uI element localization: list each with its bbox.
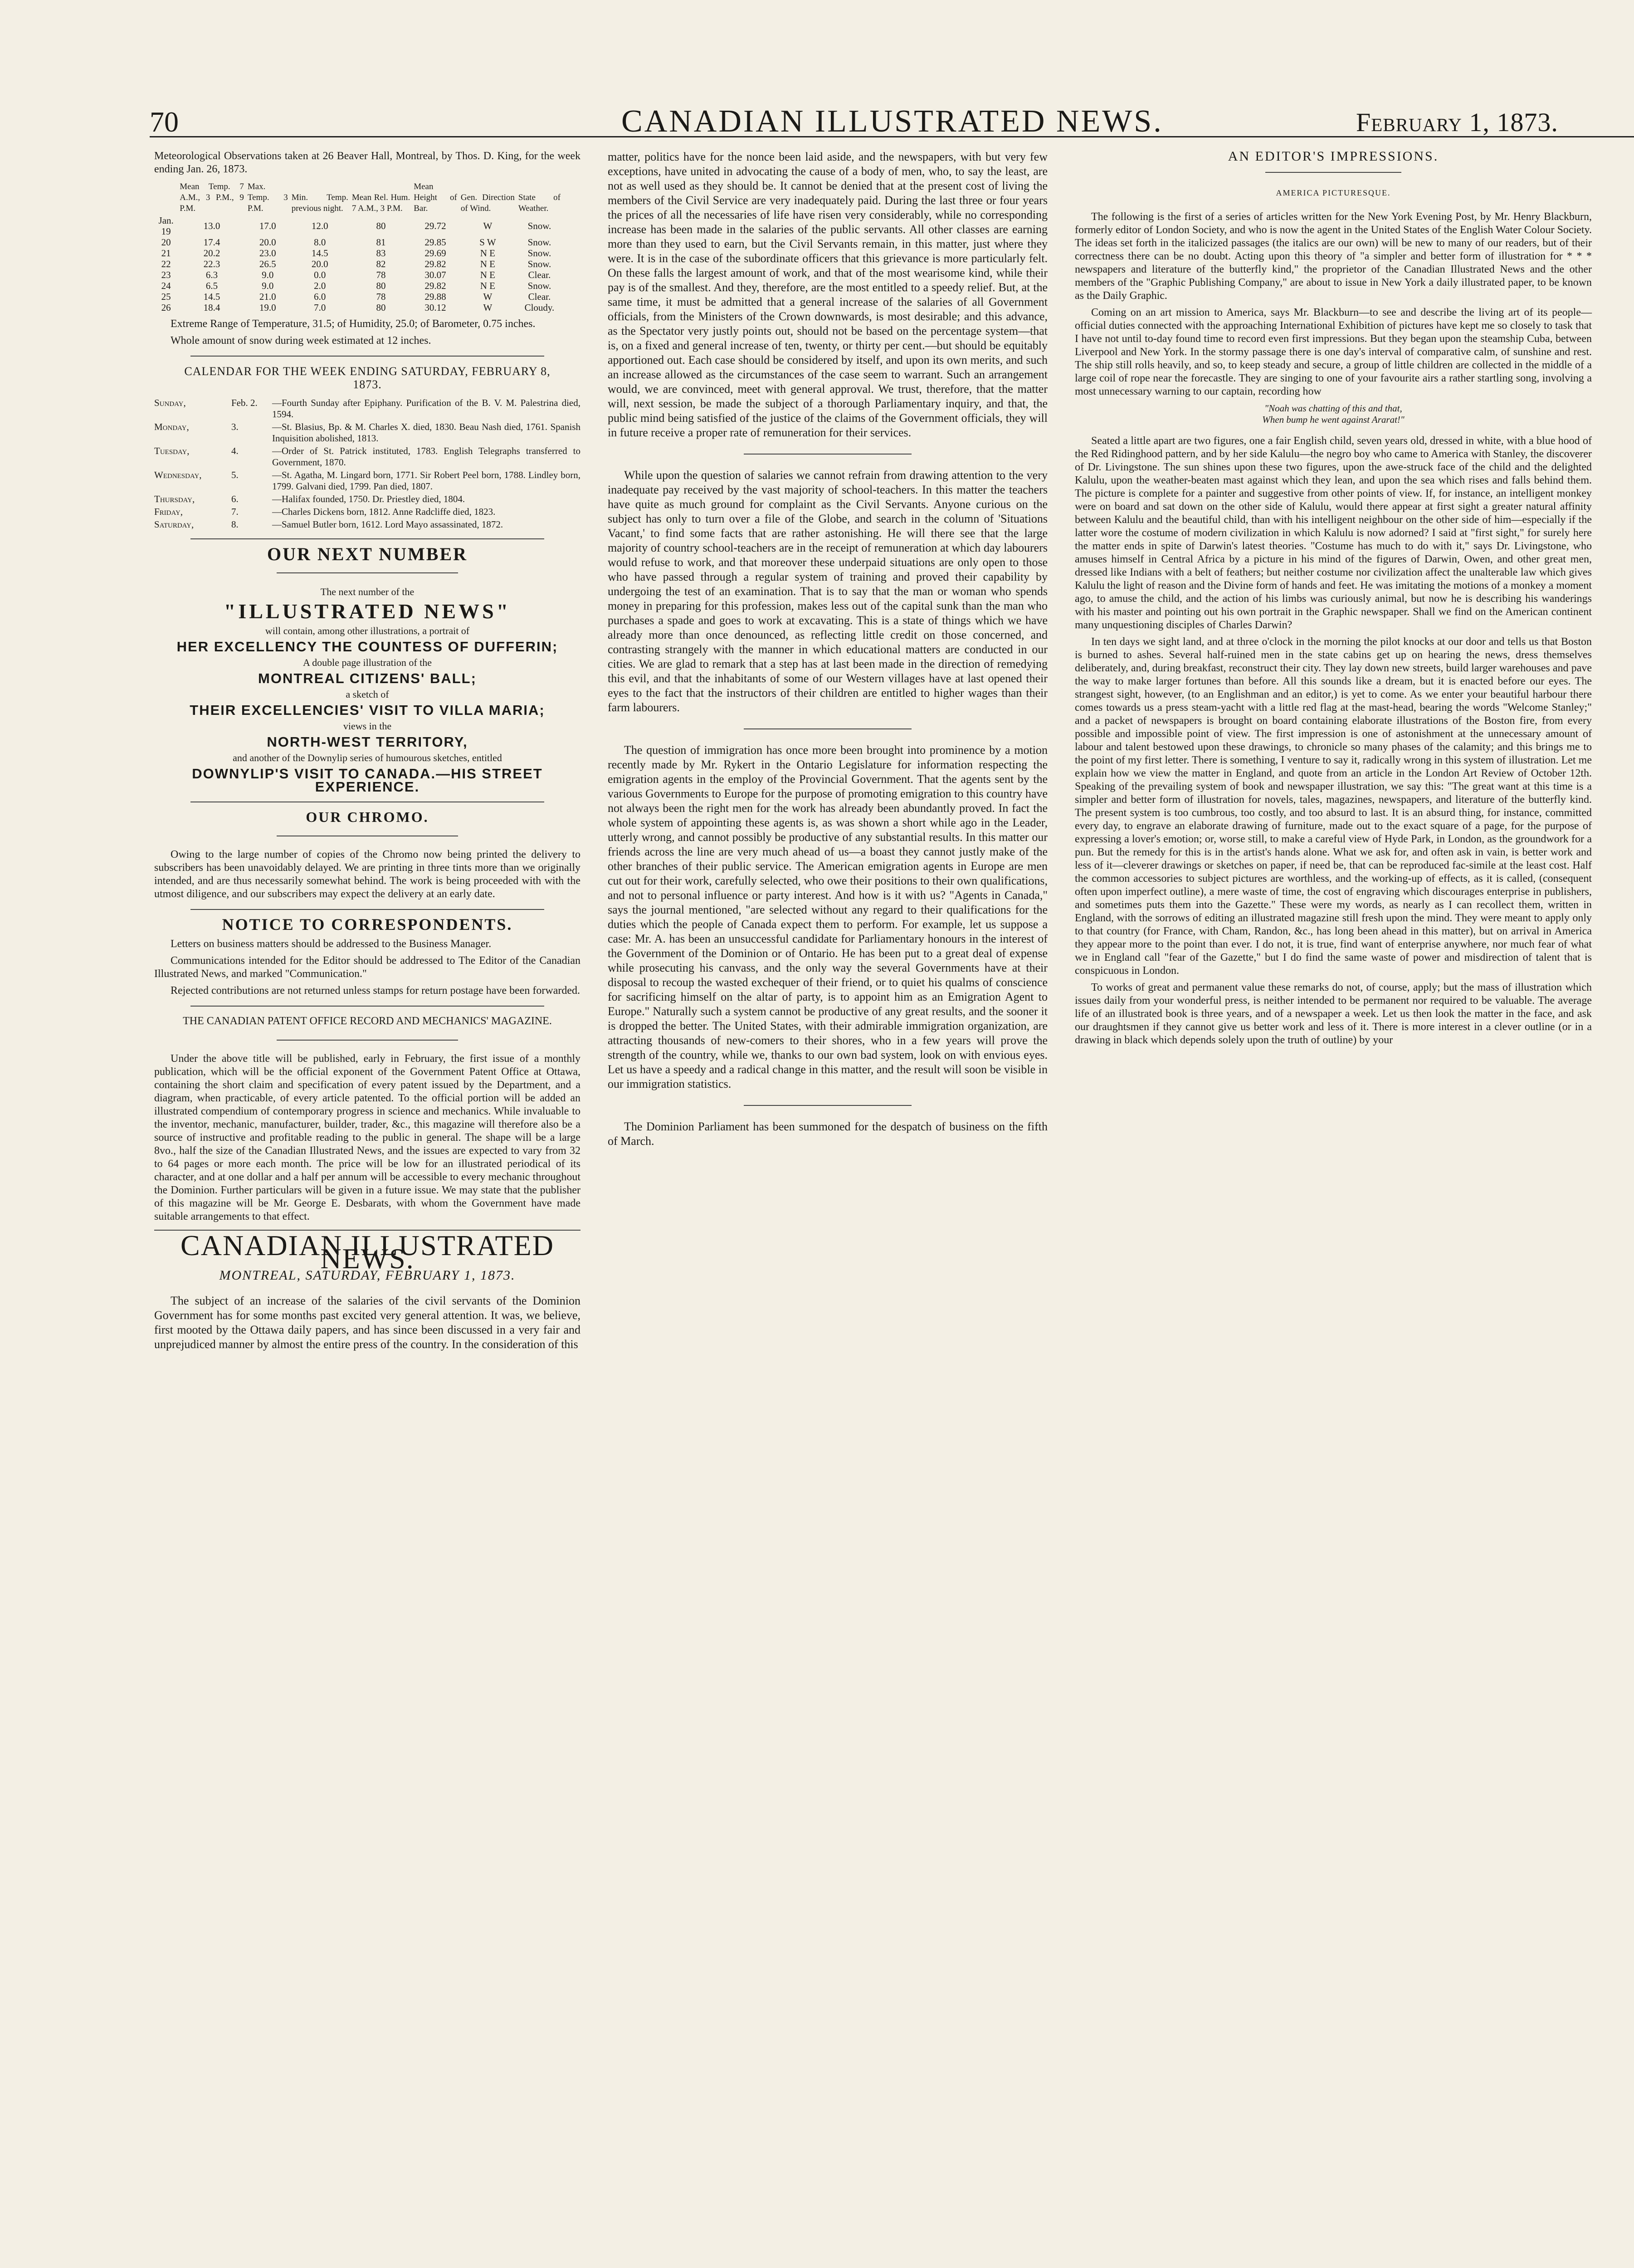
next-number-paper-name: "ILLUSTRATED NEWS": [224, 600, 511, 623]
table-cell: 30.07: [424, 269, 446, 280]
table-cell: N E: [480, 259, 496, 269]
table-cell: Clear.: [528, 291, 551, 302]
table-cell: 80: [376, 302, 386, 313]
divider: [277, 572, 458, 573]
table-cell: Clear.: [528, 269, 551, 280]
table-cell: 24: [161, 280, 171, 291]
calendar-date: Feb. 2.: [231, 397, 258, 408]
table-cell: 78: [376, 269, 386, 280]
calendar-entry: [154, 494, 580, 505]
impressions-heading: AN EDITOR'S IMPRESSIONS.: [1228, 149, 1439, 164]
meteorological-caption: Meteorological Observations taken at 26 Beaver Hall, Montreal, by Thos. D. King, for the week ending Jan. 26, 1873.: [154, 150, 580, 175]
table-cell: 17.0: [259, 220, 276, 231]
table-cell: 23: [161, 269, 171, 280]
verse: [1075, 403, 1592, 425]
calendar-day: Tuesday,: [154, 445, 190, 456]
calendar-day: Wednesday,: [154, 469, 202, 480]
calendar-text: —Charles Dickens born, 1812. Anne Radcliffe died, 1823.: [272, 506, 496, 517]
table-cell: 25: [161, 291, 171, 302]
table-cell: W: [483, 302, 493, 313]
divider: [190, 1006, 544, 1007]
table-cell: 20: [161, 237, 171, 248]
column-2: [608, 150, 1048, 1152]
divider: [277, 1040, 458, 1041]
header-rule: [150, 136, 1634, 137]
met-col-0: [154, 181, 178, 215]
table-cell: 26: [161, 302, 171, 313]
table-cell: 20.2: [203, 248, 220, 259]
verse-line-1: "Noah was chatting of this and that,: [1264, 403, 1402, 414]
page-number: 70: [150, 106, 179, 138]
table-cell: 6.3: [205, 269, 218, 280]
calendar-date: 6.: [231, 494, 239, 504]
correspondents-p2: Communications intended for the Editor should be addressed to The Editor of the Canadian Illustrated News, and marked "Communication.": [154, 955, 580, 980]
meteorological-table-body: [154, 215, 562, 313]
table-cell: Jan. 19: [158, 215, 174, 237]
calendar-day: Friday,: [154, 506, 183, 517]
table-row: [154, 237, 562, 248]
chromo-text: Owing to the large number of copies of the Chromo now being printed the delivery to subscribers has been unavoidably delayed. We are printing in three tints more than we originally intended, and are thus necessarily somewhat behind. The work is being proceeded with with the utmost diligence, and our subscribers may expect the delivery at an early date.: [154, 849, 580, 900]
next-number-intro: The next number of the: [320, 586, 415, 597]
table-cell: Snow.: [527, 237, 551, 248]
table-cell: Snow.: [527, 220, 551, 231]
next-number-territory: NORTH-WEST TERRITORY,: [267, 734, 468, 750]
calendar-entry: [154, 469, 580, 492]
calendar-day: Saturday,: [154, 519, 194, 530]
calendar-entry: [154, 421, 580, 444]
correspondents-p3: Rejected contributions are not returned unless stamps for return postage have been forwarded.: [171, 985, 580, 997]
column-1: [154, 150, 580, 1355]
divider: [744, 1105, 912, 1106]
table-cell: 21: [161, 248, 171, 259]
table-cell: 29.88: [424, 291, 446, 302]
table-cell: 9.0: [262, 280, 274, 291]
table-cell: N E: [480, 280, 496, 291]
calendar-text: —Fourth Sunday after Epiphany. Purification of the B. V. M. Palestrina died, 1594.: [272, 397, 580, 420]
next-number-line2: A double page illustration of the: [302, 657, 432, 668]
table-cell: 12.0: [311, 220, 328, 231]
masthead-title: CANADIAN ILLUSTRATED NEWS.: [621, 104, 1163, 139]
table-row: [154, 280, 562, 291]
table-cell: N E: [480, 269, 496, 280]
calendar-date: 3.: [231, 421, 239, 432]
calendar-date: 5.: [231, 469, 239, 480]
correspondents-heading: NOTICE TO CORRESPONDENTS.: [222, 915, 513, 934]
patent-heading: THE CANADIAN PATENT OFFICE RECORD AND MECHANICS' MAGAZINE.: [183, 1015, 552, 1027]
divider: [190, 538, 544, 539]
met-col-2: Max. Temp. 3 P.M.: [247, 182, 288, 213]
table-row: [154, 259, 562, 269]
table-cell: 29.82: [424, 259, 446, 269]
table-cell: Snow.: [527, 280, 551, 291]
table-cell: 29.69: [424, 248, 446, 259]
table-cell: 83: [376, 248, 386, 259]
table-cell: 80: [376, 220, 386, 231]
divider: [744, 728, 912, 729]
impressions-p2: Coming on an art mission to America, says Mr. Blackburn—to see and describe the living art of its people—official duties connected with the approaching International Exhibition of pictures have kept me so closely to task that I have not until to-day found time to record even first impressions. But they began upon the steamship Cuba, between Liverpool and New York. In the stormy passage there is one day's interval of comparative calm, of sunshine and rest. The ship still rolls heavily, and so, to keep steady and secure, a group of little children are collected in the middle of a large coil of rope near the forecastle. They are singing to one of your favourite airs a rather startling song, involving a most unnecessary warning to our captain, recording how: [1075, 307, 1592, 397]
calendar-text: —St. Blasius, Bp. & M. Charles X. died, 1830. Beau Nash died, 1761. Spanish Inquisition abolished, 1813.: [272, 421, 580, 444]
chromo-heading: OUR CHROMO.: [306, 809, 429, 825]
table-cell: 7.0: [314, 302, 326, 313]
table-cell: 20.0: [311, 259, 328, 269]
next-number-line8: and another of the Downylip series of humourous sketches, entitled: [233, 752, 502, 763]
calendar-list: [154, 397, 580, 530]
divider: [1265, 172, 1401, 173]
table-row: [154, 215, 562, 237]
met-col-5: Mean Height of Bar.: [414, 182, 457, 213]
table-cell: 9.0: [262, 269, 274, 280]
table-row: [154, 248, 562, 259]
column-3: [1075, 150, 1592, 1051]
calendar-day: Sunday,: [154, 397, 186, 408]
calendar-entry: [154, 519, 580, 530]
met-col-4: Mean Rel. Hum. 7 A.M., 3 P.M.: [351, 193, 410, 213]
table-cell: 17.4: [203, 237, 220, 248]
calendar-entry: [154, 445, 580, 468]
calendar-day: Monday,: [154, 421, 189, 432]
met-col-1: Mean Temp. 7 A.M., 3 P.M., 9 P.M.: [180, 182, 244, 213]
salaries-article: matter, politics have for the nonce been laid aside, and the newspapers, with but very few exceptions, have united in advocating the cause of a body of men, who, to say the least, are not as well used as they should be. It cannot be denied that at the present cost of living the members of the Civil Service are very inadequately paid. During the last three or four years the prices of all the necessaries of life have risen very considerably, while no corresponding increase has been made in the salaries of the public servants. All other classes are earning more than they used to earn, but the Civil Servants remain, in this matter, just where they were. It is in the case of the subordinate officers that this grievance is more particularly felt. On these falls the largest amount of work, and that of the most wearisome kind, while their pay is of the smallest. And they, therefore, are the most entitled to a speedy relief. But, at the same time, it must be admitted that a general increase of the salaries of all Government officials, from the Ministers of the Crown downwards, is most desirable; and this advance, as the Spectator very justly points out, should not be based on the percentage system—that is, on a fixed and general increase of ten, twenty, or thirty per cent.—but should be equitably apportioned out. Each case should be considered by itself, and upon its own merits, and such an increase allowed as the circumstances of the case seem to warrant. Such an arrangement would, we are convinced, meet with general approval. We trust, therefore, that the matter will, next session, be made the subject of a thorough Parliamentary inquiry, and that, the public mind being satisfied of the justice of the claims of the Government officials, they will in future receive a proper rate of remuneration for their services.: [608, 150, 1048, 439]
parliament-notice: The Dominion Parliament has been summoned for the despatch of business on the fifth of March.: [608, 1120, 1048, 1148]
table-cell: 18.4: [203, 302, 220, 313]
table-row: [154, 291, 562, 302]
table-cell: 29.82: [424, 280, 446, 291]
table-cell: 80: [376, 280, 386, 291]
next-number-heading: OUR NEXT NUMBER: [267, 544, 468, 564]
table-cell: 26.5: [259, 259, 276, 269]
table-cell: 20.0: [259, 237, 276, 248]
table-cell: 14.5: [311, 248, 328, 259]
calendar-text: —Samuel Butler born, 1612. Lord Mayo assassinated, 1872.: [272, 519, 503, 530]
meteorological-table: [154, 181, 562, 313]
table-cell: Snow.: [527, 248, 551, 259]
calendar-date: 7.: [231, 506, 239, 517]
editorial-masthead: CANADIAN ILLUSTRATED NEWS.: [180, 1229, 554, 1275]
met-col-3: Min. Temp. previous night.: [291, 193, 348, 213]
table-cell: 0.0: [314, 269, 326, 280]
table-cell: 21.0: [259, 291, 276, 302]
table-cell: 22.3: [203, 259, 220, 269]
next-number-contain: will contain, among other illustrations, a portrait of: [265, 625, 470, 636]
verse-line-2: When bump he went against Ararat!": [1262, 414, 1405, 425]
immigration-article: The question of immigration has once more been brought into prominence by a motion recently made by Mr. Rykert in the Ontario Legislature for information respecting the emigration agents in the employ of the Provincial Government. That the agents sent by the various Governments to Europe for the purpose of promoting emigration to this country have not always been the right men for the work has already been abundantly proved. In fact the whole system of appointing these agents is, as was shown a short while ago in the Leader, utterly wrong, and cannot possibly be productive of any substantial results. In this matter our friends across the line are very much ahead of us—a boast they cannot justly make of the other branches of their public service. The American emigration agents in Europe are men cut out for their work, carefully selected, who owe their positions to their own qualifications, and not to personal influence or party interest. And how is it with us? "Agents in Canada," says the journal mentioned, "are selected without any regard to their qualifications for the duties which the people of Canada expect them to perform. For example, let us suppose a case: Mr. A. has been an unsuccessful candidate for Parliamentary honours in the interest of the Government of the Dominion or of Ontario. He has been put to a great deal of expense while prosecuting his canvass, and the only way the several Governments have at their disposal to recoup the wasted exchequer of their friend, or to quiet his qualms of conscience for sacrificing himself on the altar of party, is to appoint him as an Emigration Agent to Europe." Naturally such a system cannot be productive of any great results, and the sooner it is dropped the better. The United States, with their admirable immigration organization, are attracting thousands of new-comers to their shores, who in a few years will prove the strength of the country, while we, thanks to our own bad system, look on with envious eyes. Let us have a speedy and a radical change in this matter, and the result will soon be visible in our immigration statistics.: [608, 743, 1048, 1090]
teachers-article: While upon the question of salaries we cannot refrain from drawing attention to the very inadequate pay received by the vast majority of school-teachers. In this matter the teachers have quite as much ground for complaint as the Civil Servants. Anyone curious on the subject has only to turn over a file of the Globe, and search in the column of 'Situations Vacant,' to find some facts that are rather astonishing. He will there see that the large majority of country school-teachers are in the receipt of remuneration at which day labourers would refuse to work, and that moreover these underpaid situations are only open to those who have passed through a regular system of training and proved their capability by undergoing the test of an examination. That is to say that the man or woman who spends money in preparing for this profession, makes less out of the capital sunk than the man who purchases a spade and goes to work at excavating. This is a state of things which we have already more than once denounced, as reflecting little credit on those concerned, and contrasting strangely with the manner in which educational matters are conducted in our cities. We are glad to remark that a step has at last been made in the direction of remedying this evil, and that the inhabitants of some of our Western villages have at last opened their eyes to the fact that the instructors of their children are entitled to higher wages than their farm labourers.: [608, 469, 1048, 714]
calendar-entry: [154, 397, 580, 420]
next-number-downylip: DOWNYLIP'S VISIT TO CANADA.—HIS STREET EXPERIENCE.: [192, 766, 543, 795]
table-cell: N E: [480, 248, 496, 259]
calendar-text: —St. Agatha, M. Lingard born, 1771. Sir Robert Peel born, 1788. Lindley born, 1799. Galvani died, 1799. Pan died, 1807.: [272, 469, 580, 492]
calendar-date: 4.: [231, 445, 239, 456]
table-cell: 22: [161, 259, 171, 269]
table-cell: 14.5: [203, 291, 220, 302]
next-number-countess: HER EXCELLENCY THE COUNTESS OF DUFFERIN;: [176, 639, 558, 655]
divider: [190, 356, 544, 357]
table-cell: 23.0: [259, 248, 276, 259]
calendar-entry: [154, 506, 580, 518]
table-cell: 19.0: [259, 302, 276, 313]
next-number-ball: MONTREAL CITIZENS' BALL;: [258, 670, 477, 686]
table-cell: 30.12: [424, 302, 446, 313]
table-cell: 6.5: [205, 280, 218, 291]
table-cell: W: [483, 220, 493, 231]
impressions-p4: In ten days we sight land, and at three o'clock in the morning the pilot knocks at our door and tells us that Boston is burned to ashes. Several half-ruined men in the state cabins get up on hearing the news, dress themselves deliberately, and, during breakfast, reconstruct their city. They lay down new streets, build larger warehouses and pave the way to make larger fortunes than before. All this sounds like a dream, but it is enacted before our eyes. The strangest sight, however, (to an Englishman and an editor,) is yet to come. As we enter your beautiful harbour there comes towards us a press steam-yacht with a little red flag at the mast-head, bearing the words "Welcome Stanley;" and a packet of newspapers is brought on board containing elaborate illustrations of the Boston fire, from every possible and impossible point of view. The first impression is one of astonishment at the unnecessary amount of labour and talent bestowed upon these drawings, to chronicle so many phases of the calamity; and this brings me to the point of my first letter. There is something, I venture to say it, radically wrong in this system of illustration. Let me explain how we view the matter in England, and quote from an article in the London Art Review of October 12th. Speaking of the prevailing system of book and newspaper illustration, we say this: "The great want at this time is a simpler and better form of illustration for novels, tales, magazines, newspapers, and literature of the butterfly kind. The present system is too cumbrous, too costly, and too absurd to last. It is an absurd thing, for instance, committed every day, to engrave an elaborate drawing of furniture, made out to the exact square of a page, for the purpose of expressing a lover's emotion; or, worse still, to make a careful view of Hyde Park, in London, as the groundwork for a pun. But the remedy for this is in the artist's hands alone. What we ask for, and often ask in vain, is better work and less of it—cleverer drawings or sketches on paper, if need be, that can be reproduced fac-simile at the least cost. Half the common accessories to subject pictures are worthless, and the working-up of effects, as it is called, (consequent often upon imperfect outline), a mere waste of time, the cost of engraving which discourages enterprise in publishers, and sometimes puts them into the Gazette." These were my words, as nearly as I can recollect them, written in England, with the sorrows of editing an illustrated magazine still fresh upon the mind. They were meant to apply only to that country (for France, with Cham, Randon, &c., has long been ahead in this matter), but on arrival in America they appear more to the point than ever. I do not, it is true, find want of enterprise anywhere, nor much fear of what we in England call "fear of the Gazette," but I do find the same waste of power and misdirection of talent that is conspicuous in London.: [1075, 636, 1592, 977]
table-cell: 29.85: [424, 237, 446, 248]
met-col-7: State of Weather.: [518, 193, 561, 213]
table-cell: W: [483, 291, 493, 302]
table-cell: 6.0: [314, 291, 326, 302]
table-row: [154, 302, 562, 313]
table-cell: 2.0: [314, 280, 326, 291]
patent-text: Under the above title will be published, early in February, the first issue of a monthly publication, which will be the official exponent of the Government Patent Office at Ottawa, containing the short claim and specification of every patent issued by the Department, and a diagram, when practicable, of every article patented. To the official portion will be added an illustrated compendium of contemporary progress in science and mechanics. While invaluable to the inventor, mechanic, manufacturer, builder, trader, &c., this magazine will therefore also be a source of instructive and profitable reading to the public in general. The shape will be a large 8vo., half the size of the Canadian Illustrated News, and the issues are expected to vary from 32 to 64 pages or more each month. The price will be low for an illustrated periodical of its character, and at one dollar and a half per annum will be accessible to every mechanic throughout the Dominion. Further particulars will be given in a future issue. We may state that the publisher of this magazine will be Mr. George E. Desbarats, with whom the Government have made suitable arrangements to that effect.: [154, 1053, 580, 1222]
calendar-date: 8.: [231, 519, 239, 530]
meteorological-footer-range: Extreme Range of Temperature, 31.5; of Humidity, 25.0; of Barometer, 0.75 inches.: [171, 318, 536, 330]
impressions-p3: Seated a little apart are two figures, one a fair English child, seven years old, dressed in white, with a blue hood of the Red Ridinghood pattern, and by her side Kalulu—the negro boy who came to America with Stanley, the discoverer of Dr. Livingstone. The sun shines upon these two figures, upon the awe-struck face of the child and the delighted Kalulu, upon the weather-beaten mast against which they lean, and upon the sea which rises and falls behind them. The picture is complete for a painter and suggestive from other points of view. If, for instance, an intelligent monkey were on board and sat down on the other side of Kalulu, would there appear at first sight a greater natural affinity between Kalulu and the beautiful child, than with his intelligent neighbour on the other side of him—especially if the latter wore the costume of modern civilization in which Kalulu is now adorned? I said at "first sight," for surely here the matter ends in spite of Darwin's latest theories. "Costume has much to do with it," says Dr. Livingstone, who amuses himself in Central Africa by a picture in his mind of the figures of Darwin, Owen, and other great men, dressed like Indians with a belt of feathers; but neither costume nor civilization affect the unalterable law which gives Kalulu the light of reason and the Divine form of hands and feet. He was imitating the motions of a monkey a moment ago, to amuse the child, and the action of his limbs was curiously animal, but now he is describing his wanderings with his master and pointing out his own portrait in the Graphic newspaper. Shall we find on the American continent many unquestioning disciples of Charles Darwin?: [1075, 435, 1592, 631]
editorial-dateline: MONTREAL, SATURDAY, FEBRUARY 1, 1873.: [219, 1268, 516, 1283]
calendar-title: CALENDAR FOR THE WEEK ENDING SATURDAY, FEBRUARY 8, 1873.: [184, 365, 551, 391]
impressions-p5: To works of great and permanent value these remarks do not, of course, apply; but the mass of illustration which issues daily from your wonderful press, is neither intended to be permanent nor required to be valuable. The average life of an illustrated book is three years, and of a newspaper a week. Let us then look the matter in the face, and ask our draughtsmen if they cannot give us better work and less of it. There is more interest in a clever outline (or in a drawing in black which depends solely upon the truth of outline) by your: [1075, 982, 1592, 1046]
meteorological-footer-snow: Whole amount of snow during week estimated at 12 inches.: [171, 335, 431, 347]
table-cell: S W: [479, 237, 496, 248]
met-col-6: Gen. Direction of Wind.: [460, 193, 515, 213]
table-cell: 13.0: [203, 220, 220, 231]
correspondents-p1: Letters on business matters should be addressed to the Business Manager.: [171, 938, 492, 950]
next-number-villa-maria: THEIR EXCELLENCIES' VISIT TO VILLA MARIA;: [190, 702, 545, 718]
table-row: [154, 269, 562, 280]
table-cell: Cloudy.: [524, 302, 555, 313]
calendar-day: Thursday,: [154, 494, 195, 504]
divider: [190, 909, 544, 910]
table-cell: 8.0: [314, 237, 326, 248]
next-number-line4: a sketch of: [346, 689, 389, 700]
calendar-text: —Halifax founded, 1750. Dr. Priestley died, 1804.: [272, 494, 465, 504]
calendar-text: —Order of St. Patrick instituted, 1783. English Telegraphs transferred to Government, 1870.: [272, 445, 580, 468]
masthead-date: February 1, 1873.: [1356, 108, 1558, 137]
divider: [744, 454, 912, 455]
table-cell: 81: [376, 237, 386, 248]
impressions-p1: The following is the first of a series of articles written for the New York Evening Post, by Mr. Henry Blackburn, formerly editor of London Society, and who is now the agent in the United States of the English Water Colour Society. The ideas set forth in the italicized passages (the italics are our own) will be new to many of our readers, but of their correctness there can be no doubt. Acting upon this theory of "a simpler and better form of illustration for * * * newspapers and literature of the butterfly kind," the proprietor of the Canadian Illustrated News and the other members of the "Graphic Publishing Company," are about to issue in New York a daily illustrated paper, to be known as the Daily Graphic.: [1075, 211, 1592, 302]
table-cell: Snow.: [527, 259, 551, 269]
impressions-subheading: AMERICA PICTURESQUE.: [1276, 188, 1391, 197]
next-number-line6: views in the: [343, 720, 392, 732]
table-cell: 78: [376, 291, 386, 302]
table-cell: 82: [376, 259, 386, 269]
editorial-p1: The subject of an increase of the salaries of the civil servants of the Dominion Government has for some months past excited very general attention. It was, we believe, first mooted by the Ottawa daily papers, and has since been discussed in a very fair and unprejudiced manner by almost the entire press of the country. In the consideration of this: [154, 1294, 580, 1351]
table-cell: 29.72: [424, 220, 446, 231]
